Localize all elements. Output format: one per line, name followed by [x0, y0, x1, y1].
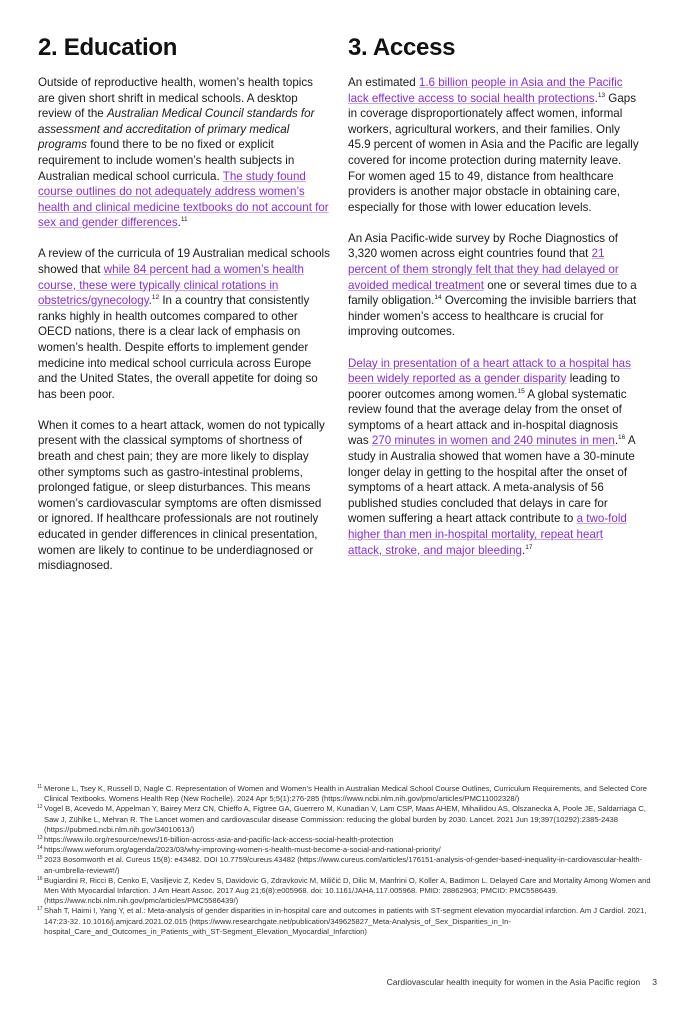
link-84-percent-womens-health[interactable]: while 84 percent had a women’s health course, these were typically clinical rotations in obstetrics/gynecology — [38, 263, 304, 308]
amc-standards-title: Australian Medical Council standards for assessment and accreditation of primary medical programs — [38, 107, 315, 152]
footnote-ref-15: 15 — [517, 387, 525, 395]
link-course-outlines-study[interactable]: The study found course outlines do not adequately address women’s health and clinical medicine textbooks do not account for sex and gender differences — [38, 169, 329, 230]
access-paragraph-3: Delay in presentation of a heart attack to a hospital has been widely reported as a gender disparity leading to poorer outcomes among women.$^{15}$ A global systematic review found that the average delay from the onset of symptoms of a heart attack and in-hospital diagnosis was 270 minutes in women and 240 minutes in men.$^{16}$ A study in Australia showed that women have a 30-minute longer delay in getting to the hospital after the onset of symptoms of a heart attack. A meta-analysis of 56 published studies concluded that delays in care for women suffering a heart attack contribute to a two-fold higher than men in-hospital mortality, repeat heart attack, stroke, and major bleeding.$^{17}$ — [348, 356, 635, 557]
link-270-240-minutes[interactable]: 270 minutes in women and 240 minutes in men — [371, 434, 615, 448]
footnote-item: 13 https://www.ilo.org/resource/news/16-billion-across-asia-and-pacific-lack-access-social-health-protection — [37, 835, 394, 845]
link-21-percent-delayed-treatment[interactable]: 21 percent of them strongly felt that they had delayed or avoided medical treatment — [348, 247, 619, 292]
link-heart-attack-delay-disparity[interactable]: Delay in presentation of a heart attack to a hospital has been widely reported as a gender disparity — [348, 356, 631, 386]
education-paragraph-2: A review of the curricula of 19 Australian medical schools showed that while 84 percent had a women’s health course, these were typically clinical rotations in obstetrics/gynecology.$^{12}$ In a country that consistently ranks highly in health outcomes compared to other OECD nations, there is a clear lack of emphasis on women’s health. Despite efforts to implement gender medicine into medical school curricula across Europe and the United States, the overall appetite for doing so has been poor. — [38, 247, 330, 401]
page-footer — [387, 977, 657, 987]
education-paragraph-3: When it comes to a heart attack, women do not typically present with the classical symptoms of shortness of breath and chest pain; they are more likely to display other symptoms such as gastro-intestinal problems, prolonged fatigue, or sleep disturbances. This means women’s cardiovascular symptoms are often dismissed or ignored. If healthcare professionals are not routinely educated in gender differences in clinical presentation, women are likely to continue to be underdiagnosed or misdiagnosed. — [38, 418, 325, 573]
education-paragraph-1: Outside of reproductive health, women’s health topics are given short shrift in medical schools. A desktop review of the Australian Medical Council standards for assessment and accreditation of primary medical programs found there to be no fixed or explicit requirement to include women’s health subjects in Australian medical school curricula. The study found course outlines do not adequately address women’s health and clinical medicine textbooks do not account for sex and gender differences.$^{11}$ — [38, 76, 329, 230]
link-social-health-protections[interactable]: 1.6 billion people in Asia and the Pacific lack effective access to social health protections — [348, 76, 623, 105]
link-two-fold-mortality[interactable]: a two-fold higher than men in-hospital mortality, repeat heart attack, stroke, and major bleeding — [348, 512, 627, 557]
footnote-ref-14: 14 — [434, 294, 442, 302]
education-section — [38, 34, 330, 589]
access-paragraph-1: An estimated 1.6 billion people in Asia and the Pacific lack effective access to social health protections.$^{13}$ Gaps in coverage disproportionately affect women, informal workers, agricultural workers, and their families. Only 45.9 percent of women in Asia and the Pacific are legally covered for income protection during maternity leave. For women aged 15 to 49, distance from healthcare providers is another major obstacle in obtaining care, especially for those with lower education levels. — [348, 76, 639, 214]
access-paragraph-2: An Asia Pacific-wide survey by Roche Diagnostics of 3,320 women across eight countries found that 21 percent of them strongly felt that they had delayed or avoided medical treatment one or several times due to a family obligation.$^{14}$ Overcoming the invisible barriers that hinder women’s access to healthcare is crucial for improving outcomes. — [348, 231, 637, 339]
footnote-ref-12: 12 — [151, 294, 160, 302]
footnote-ref-16: 16 — [618, 434, 626, 442]
footnote-ref-17: 17 — [525, 543, 533, 551]
education-heading: 2. Education — [38, 34, 178, 61]
footnotes — [38, 784, 653, 937]
footnote-item: 17 Shah T, Haimi I, Yang Y, et al.: Meta-analysis of gender disparities in in-hospital care and outcomes in patients with ST-segment elevation myocardial infarction. Am J Cardiol. 2021, 147:23-32. 10.1016/j.amjcard.2021.02.015 (https://www.researchgate.net/publication/349625827_Meta-Analysis_of_Sex_Disparities_in_In-hospital_Care_and_Outcomes_in_Patients_with_ST-Segment_Elevation_Myocardial_Infarction) — [37, 906, 647, 936]
footnote-item: 16 Bugiardini R, Ricci B, Cenko E, Vasiljevic Z, Kedev S, Davidovic G, Zdravkovic M, Miličić D, Dilic M, Manfrini O, Koller A, Badimon L. Delayed Care and Mortality Among Women and Men With Myocardial Infarction. J Am Heart Assoc. 2017 Aug 21;6(8):e005968. doi: 10.1161/JAHA.117.005968. PMID: 28862963; PMCID: PMC5586439. (https://www.ncbi.nlm.nih.gov/pmc/articles/PMC5586439/) — [37, 875, 651, 906]
page-number: 3 — [652, 977, 657, 987]
footnote-ref-11: 11 — [180, 216, 188, 224]
footer-title: Cardiovascular health inequity for women in the Asia Pacific region — [386, 977, 641, 987]
access-heading: 3. Access — [348, 34, 456, 61]
footnote-item: 14 https://www.weforum.org/agenda/2023/03/why-improving-women-s-health-must-become-a-social-and-national-priority/ — [37, 845, 441, 855]
footnote-item: 15 2023 Bosomworth et al. Cureus 15(8): e43482. DOI 10.7759/cureus.43482 (https://www.cureus.com/articles/176151-analysis-of-gender-based-inequality-in-cardiovascular-health-an-umbrella-review#!/) — [37, 855, 643, 875]
footnote-item: 12 Vogel B, Acevedo M, Appelman Y, Bairey Merz CN, Chieffo A, Figtree GA, Guerrero M, Kunadian V, Lam CSP, Maas AHEM, Mihailidou AS, Olszanecka A, Poole JE, Saldarriaga C, Saw J, Zühlke L, Mehran R. The Lancet women and cardiovascular disease Commission: reducing the global burden by 2030. Lancet. 2021 Jun 19;397(10292):2385-2438 (https://pubmed.ncbi.nlm.nih.gov/34010613/) — [37, 804, 646, 834]
access-section — [348, 34, 640, 574]
footnote-ref-13: 13 — [597, 91, 606, 99]
footnote-item: 11 Merone L, Tsey K, Russell D, Nagle C. Representation of Women and Women’s Health in Australian Medical School Course Outlines, Curriculum Requirements, and Selected Core Clinical Textbooks. Womens Health Rep (New Rochelle). 2024 Apr 5;5(1):276-285 (https://www.ncbi.nlm.nih.gov/pmc/articles/PMC11002328/) — [37, 784, 648, 804]
